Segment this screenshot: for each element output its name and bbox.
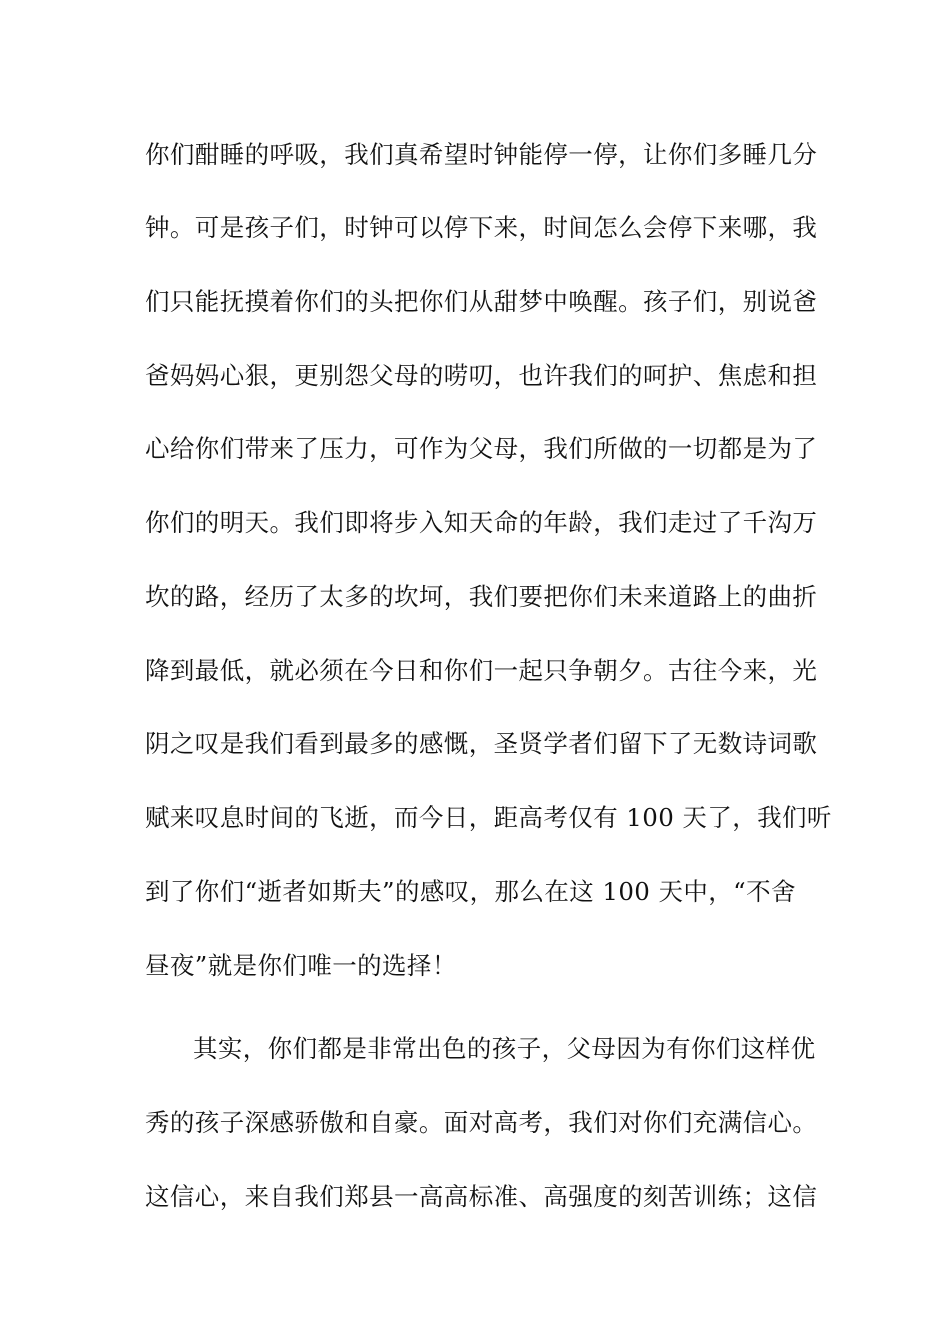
- text-line: 你们酣睡的呼吸，我们真希望时钟能停一停，让你们多睡几分: [145, 140, 818, 169]
- text-line: 爸妈妈心狠，更别怨父母的唠叨，也许我们的呵护、焦虑和担: [145, 361, 818, 390]
- text-line: 这信心，来自我们郑县一高高标准、高强度的刻苦训练；这信: [145, 1182, 818, 1211]
- text-line: 钟。可是孩子们，时钟可以停下来，时间怎么会停下来哪，我: [145, 213, 818, 242]
- text-line: 到了你们“逝者如斯夫”的感叹，那么在这 100 天中，“不舍: [145, 877, 796, 906]
- text-line: 坎的路，经历了太多的坎坷，我们要把你们未来道路上的曲折: [145, 582, 818, 611]
- text-line: 阴之叹是我们看到最多的感慨，圣贤学者们留下了无数诗词歌: [145, 729, 818, 758]
- paragraph-first-line: 其实，你们都是非常出色的孩子，父母因为有你们这样优: [193, 1034, 816, 1063]
- text-line: 秀的孩子深感骄傲和自豪。面对高考，我们对你们充满信心。: [145, 1108, 818, 1137]
- text-line: 们只能抚摸着你们的头把你们从甜梦中唤醒。孩子们，别说爸: [145, 287, 818, 316]
- text-line: 昼夜”就是你们唯一的选择！: [145, 951, 457, 980]
- text-line: 你们的明天。我们即将步入知天命的年龄，我们走过了千沟万: [145, 508, 818, 537]
- text-line: 赋来叹息时间的飞逝，而今日，距高考仅有 100 天了，我们听: [145, 803, 832, 832]
- text-line: 心给你们带来了压力，可作为父母，我们所做的一切都是为了: [145, 434, 818, 463]
- text-line: 降到最低，就必须在今日和你们一起只争朝夕。古往今来，光: [145, 656, 818, 685]
